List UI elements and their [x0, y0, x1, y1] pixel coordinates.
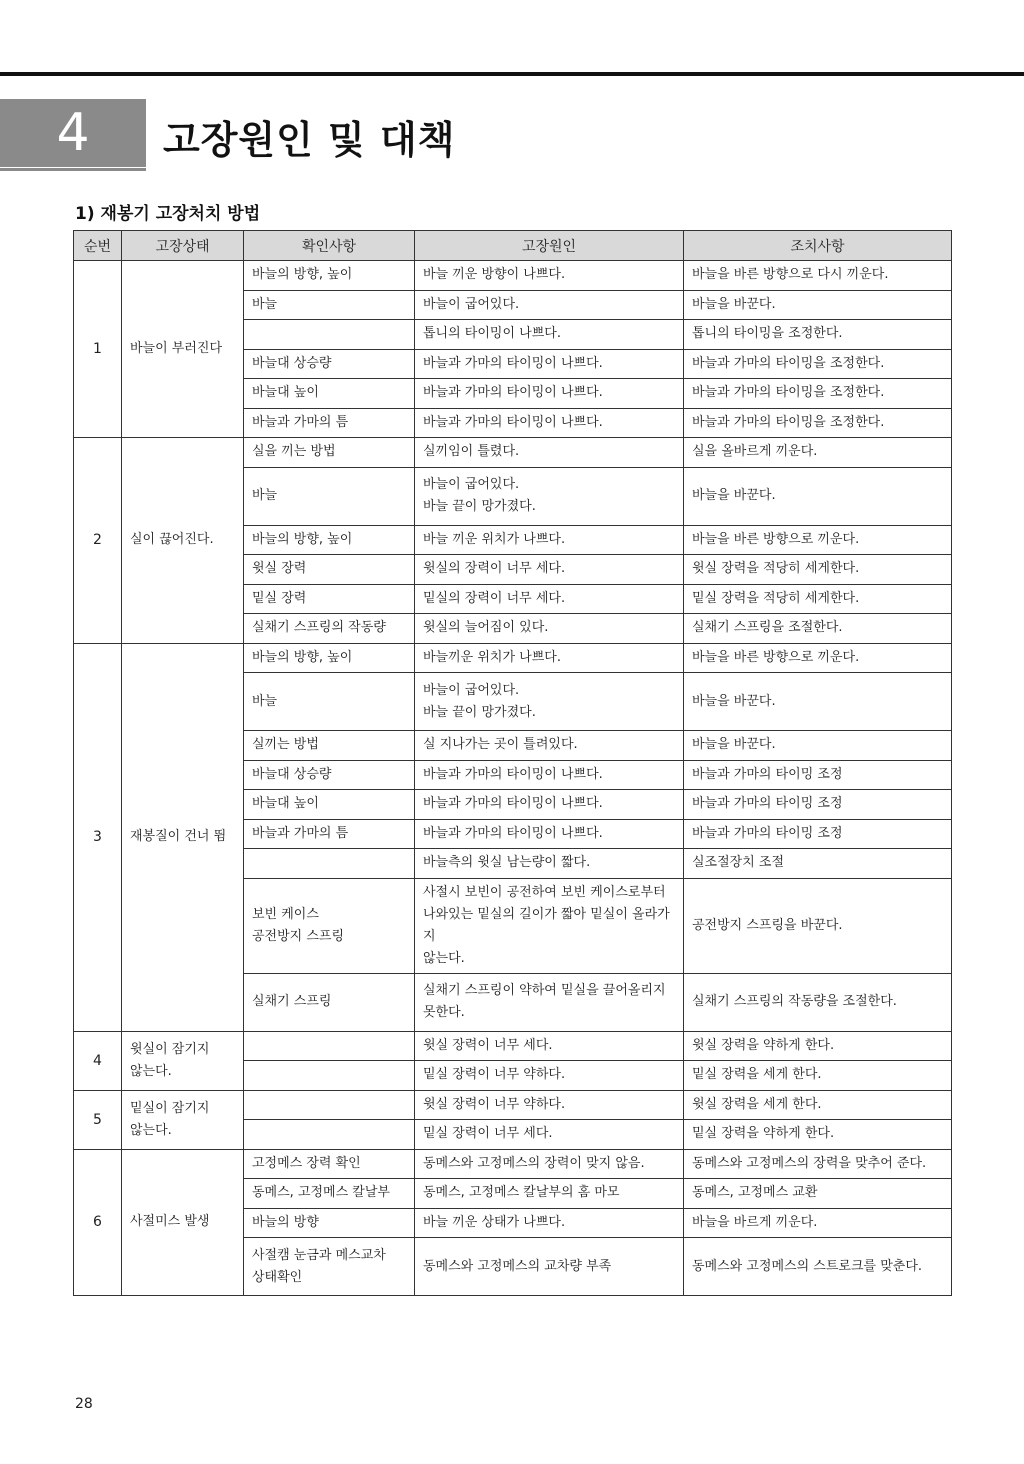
check-item	[244, 320, 415, 350]
cause-line: 바늘이 굽어있다.	[423, 682, 520, 698]
check-item: 실채기 스프링의 작동량	[244, 614, 415, 644]
action: 실조절장치 조절	[684, 849, 952, 879]
check-item: 고정메스 장력 확인	[244, 1149, 415, 1179]
state-line: 않는다.	[130, 1122, 172, 1138]
fault-state: 바늘이 부러진다	[122, 261, 244, 438]
cause: 밑실 장력이 너무 약하다.	[415, 1061, 684, 1091]
check-item	[244, 1090, 415, 1120]
cause	[415, 973, 684, 1031]
action: 바늘과 가마의 타이밍을 조정한다.	[684, 379, 952, 409]
check-item	[244, 1238, 415, 1296]
action: 동메스, 고정메스 교환	[684, 1179, 952, 1209]
state-line: 않는다.	[130, 1063, 172, 1079]
cause: 바늘이 굽어있다.	[415, 290, 684, 320]
check-item: 실끼는 방법	[244, 731, 415, 761]
action: 바늘과 가마의 타이밍 조정	[684, 790, 952, 820]
table-row	[74, 1149, 952, 1179]
header-cause: 고장원인	[415, 231, 684, 261]
table-row	[74, 1031, 952, 1061]
check-item: 동메스, 고정메스 칼날부	[244, 1179, 415, 1209]
action: 바늘을 바르게 끼운다.	[684, 1208, 952, 1238]
check-item	[244, 1061, 415, 1091]
table-header-row	[74, 231, 952, 261]
check-item: 바늘의 방향	[244, 1208, 415, 1238]
cause-line: 바늘 끝이 망가졌다.	[423, 499, 536, 514]
action: 바늘과 가마의 타이밍 조정	[684, 760, 952, 790]
cause: 윗실의 장력이 너무 세다.	[415, 555, 684, 585]
check-item: 바늘대 상승량	[244, 349, 415, 379]
action: 밑실 장력을 세게 한다.	[684, 1061, 952, 1091]
fault-state: 재봉질이 건너 뜀	[122, 643, 244, 1031]
cause	[415, 673, 684, 731]
action: 바늘을 바꾼다.	[684, 731, 952, 761]
header-action: 조치사항	[684, 231, 952, 261]
cause: 동메스와 고정메스의 교차량 부족	[415, 1238, 684, 1296]
check-item: 바늘대 높이	[244, 790, 415, 820]
cause: 바늘 끼운 위치가 나쁘다.	[415, 525, 684, 555]
cause: 밑실의 장력이 너무 세다.	[415, 584, 684, 614]
cause: 바늘과 가마의 타이밍이 나쁘다.	[415, 379, 684, 409]
cause: 바늘 끼운 상태가 나쁘다.	[415, 1208, 684, 1238]
table-row	[74, 643, 952, 673]
header-state: 고장상태	[122, 231, 244, 261]
cause: 바늘끼운 위치가 나쁘다.	[415, 643, 684, 673]
check-item: 바늘대 상승량	[244, 760, 415, 790]
cause: 바늘과 가마의 타이밍이 나쁘다.	[415, 760, 684, 790]
check-item: 바늘의 방향, 높이	[244, 643, 415, 673]
section-title: 1) 재봉기 고장처치 방법	[75, 204, 261, 224]
cause: 실 지나가는 곳이 틀려있다.	[415, 731, 684, 761]
cause-line: 않는다.	[423, 950, 465, 966]
table-row	[74, 261, 952, 291]
action: 바늘과 가마의 타이밍 조정	[684, 819, 952, 849]
check-item: 바늘과 가마의 틈	[244, 408, 415, 438]
action: 바늘을 바꾼다.	[684, 467, 952, 525]
group-number: 1	[74, 261, 122, 438]
cause	[415, 467, 684, 525]
cause: 동메스, 고정메스 칼날부의 홈 마모	[415, 1179, 684, 1209]
group-number: 3	[74, 643, 122, 1031]
check-item: 바늘	[244, 467, 415, 525]
fault-state	[122, 1090, 244, 1149]
check-item: 바늘대 높이	[244, 379, 415, 409]
action: 실을 올바르게 끼운다.	[684, 438, 952, 468]
action: 바늘을 바른 방향으로 다시 끼운다.	[684, 261, 952, 291]
check-item: 바늘	[244, 290, 415, 320]
cause: 바늘과 가마의 타이밍이 나쁘다.	[415, 819, 684, 849]
cause-line: 바늘이 굽어있다.	[423, 477, 520, 492]
cause: 실끼임이 틀렸다.	[415, 438, 684, 468]
action: 동메스와 고정메스의 스트로크를 맞춘다.	[684, 1238, 952, 1296]
cause: 바늘 끼운 방향이 나쁘다.	[415, 261, 684, 291]
state-line: 밑실이 잠기지	[130, 1100, 210, 1116]
fault-state	[122, 1031, 244, 1090]
chapter-number: 4	[0, 99, 146, 167]
check-item: 바늘	[244, 673, 415, 731]
check-line: 상태확인	[252, 1269, 303, 1285]
check-item: 실을 끼는 방법	[244, 438, 415, 468]
check-item	[244, 1031, 415, 1061]
action: 바늘과 가마의 타이밍을 조정한다.	[684, 349, 952, 379]
action: 실채기 스프링을 조절한다.	[684, 614, 952, 644]
cause-line: 실채기 스프링이 약하여 밑실을 끌어올리지	[423, 983, 666, 998]
header-check: 확인사항	[244, 231, 415, 261]
check-item: 밑실 장력	[244, 584, 415, 614]
cause-line: 사절시 보빈이 공전하여 보빈 케이스로부터	[423, 884, 666, 900]
action: 공전방지 스프링을 바꾼다.	[684, 878, 952, 973]
cause: 바늘과 가마의 타이밍이 나쁘다.	[415, 790, 684, 820]
check-item	[244, 849, 415, 879]
fault-state: 실이 끊어진다.	[122, 438, 244, 644]
action: 바늘을 바꾼다.	[684, 290, 952, 320]
table-row	[74, 1090, 952, 1120]
chapter-title: 고장원인 및 대책	[163, 118, 456, 162]
action: 밑실 장력을 적당히 세게한다.	[684, 584, 952, 614]
action: 동메스와 고정메스의 장력을 맞추어 준다.	[684, 1149, 952, 1179]
check-item	[244, 878, 415, 973]
check-line: 공전방지 스프링	[252, 928, 345, 944]
fault-state: 사절미스 발생	[122, 1149, 244, 1296]
check-item: 실채기 스프링	[244, 973, 415, 1031]
header-no: 순번	[74, 231, 122, 261]
top-rule	[0, 72, 1024, 76]
state-line: 윗실이 잠기지	[130, 1041, 210, 1057]
chapter-number-underline	[0, 168, 146, 171]
check-item: 윗실 장력	[244, 555, 415, 585]
check-item: 바늘의 방향, 높이	[244, 525, 415, 555]
group-number: 6	[74, 1149, 122, 1296]
cause: 동메스와 고정메스의 장력이 맞지 않음.	[415, 1149, 684, 1179]
check-line: 보빈 케이스	[252, 906, 319, 922]
cause-line: 바늘 끝이 망가졌다.	[423, 704, 536, 720]
page-number: 28	[75, 1396, 93, 1412]
group-number: 4	[74, 1031, 122, 1090]
check-line: 사절캠 눈금과 메스교차	[252, 1247, 386, 1263]
action: 바늘을 바른 방향으로 끼운다.	[684, 525, 952, 555]
action: 바늘을 바른 방향으로 끼운다.	[684, 643, 952, 673]
cause: 바늘측의 윗실 남는량이 짧다.	[415, 849, 684, 879]
action: 실채기 스프링의 작동량을 조절한다.	[684, 973, 952, 1031]
check-item: 바늘의 방향, 높이	[244, 261, 415, 291]
check-item: 바늘과 가마의 틈	[244, 819, 415, 849]
cause: 톱니의 타이밍이 나쁘다.	[415, 320, 684, 350]
cause: 윗실의 늘어짐이 있다.	[415, 614, 684, 644]
action: 윗실 장력을 적당히 세게한다.	[684, 555, 952, 585]
check-item	[244, 1120, 415, 1150]
action: 윗실 장력을 약하게 한다.	[684, 1031, 952, 1061]
cause-line: 못한다.	[423, 1005, 465, 1020]
table-row	[74, 438, 952, 468]
cause-line: 나와있는 밑실의 길이가 짧아 밑실이 올라가지	[423, 906, 670, 944]
cause	[415, 878, 684, 973]
group-number: 2	[74, 438, 122, 644]
group-number: 5	[74, 1090, 122, 1149]
action: 윗실 장력을 세게 한다.	[684, 1090, 952, 1120]
action: 밑실 장력을 약하게 한다.	[684, 1120, 952, 1150]
cause: 바늘과 가마의 타이밍이 나쁘다.	[415, 349, 684, 379]
cause: 윗실 장력이 너무 약하다.	[415, 1090, 684, 1120]
action: 바늘과 가마의 타이밍을 조정한다.	[684, 408, 952, 438]
cause: 바늘과 가마의 타이밍이 나쁘다.	[415, 408, 684, 438]
action: 톱니의 타이밍을 조정한다.	[684, 320, 952, 350]
action: 바늘을 바꾼다.	[684, 673, 952, 731]
cause: 윗실 장력이 너무 세다.	[415, 1031, 684, 1061]
cause: 밑실 장력이 너무 세다.	[415, 1120, 684, 1150]
troubleshooting-table	[73, 230, 952, 1296]
